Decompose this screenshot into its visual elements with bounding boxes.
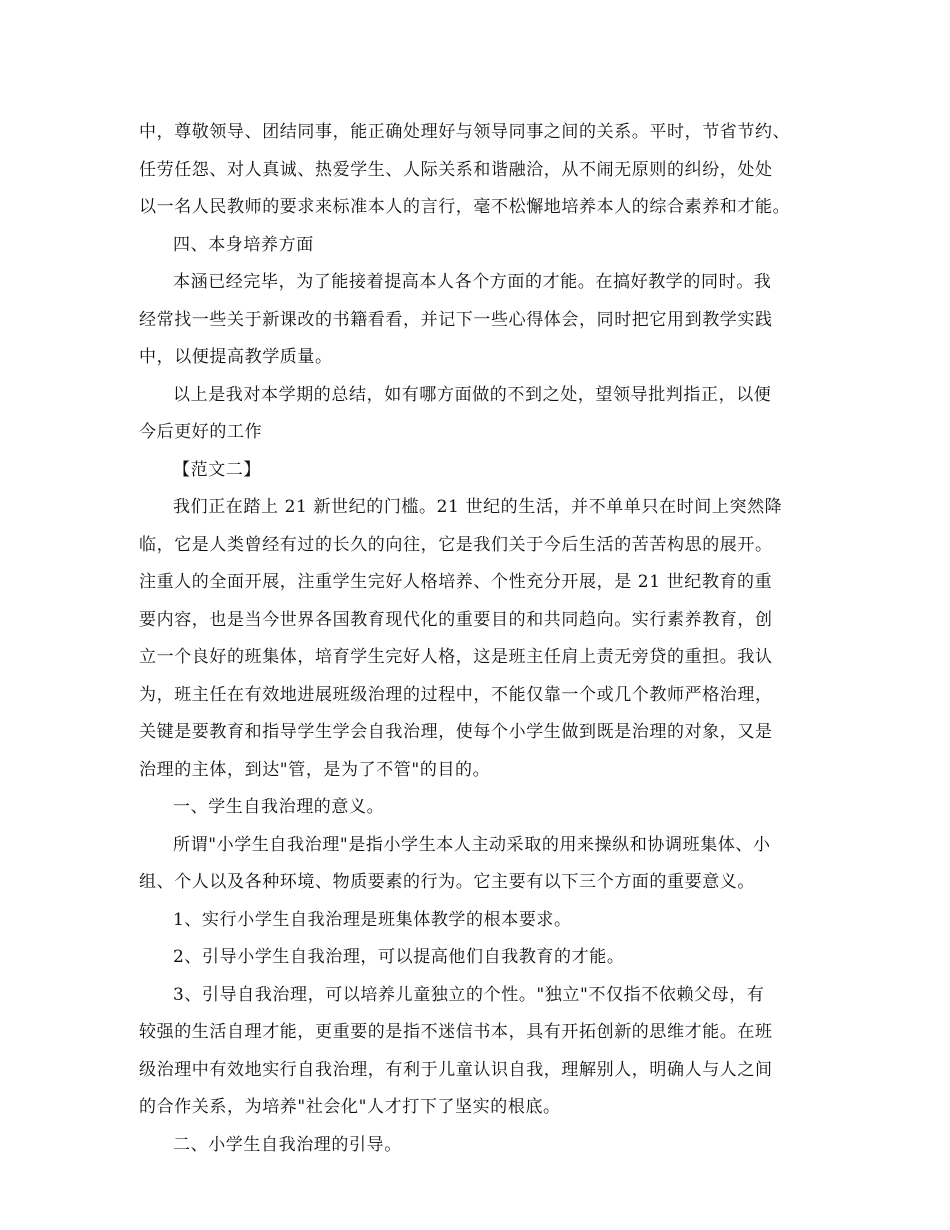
text-line: 为，班主任在有效地进展班级治理的过程中，不能仅靠一个或几个教师严格治理， — [139, 684, 773, 705]
text-line: 3、引导自我治理，可以培养儿童独立的个性。"独立"不仅指不依赖父母，有 — [173, 984, 765, 1005]
text-line: 本涵已经完毕，为了能接着提高本人各个方面的才能。在搞好教学的同时。我 — [173, 272, 772, 292]
text-line: 临，它是人类曾经有过的长久的向往，它是我们关于今后生活的苦苦构思的展开。 — [139, 534, 773, 555]
text-line: 的合作关系，为培养"社会化"人才打下了坚实的根底。 — [139, 1097, 561, 1117]
text-line: 所谓"小学生自我治理"是指小学生本人主动采取的用来操纵和协调班集体、小 — [173, 834, 771, 855]
text-line: 以一名人民教师的要求来标准本人的言行，毫不松懈地培养本人的综合素养和才能。 — [139, 197, 791, 217]
text-line: 组、个人以及各种环境、物质要素的行为。它主要有以下三个方面的重要意义。 — [139, 872, 755, 892]
text-line: 中，以便提高教学质量。 — [139, 347, 333, 367]
text-line: 注重人的全面开展，注重学生完好人格培养、个性充分开展，是 21 世纪教育的重 — [139, 572, 773, 592]
text-line: 二、小学生自我治理的引导。 — [173, 1134, 402, 1155]
text-line: 2、引导小学生自我治理，可以提高他们自我教育的才能。 — [173, 947, 625, 967]
text-line: 较强的生活自理才能，更重要的是指不迷信书本，具有开拓创新的思维才能。在班 — [139, 1022, 773, 1042]
text-line: 中，尊敬领导、团结同事，能正确处理好与领导同事之间的关系。平时，节省节约、 — [139, 122, 791, 142]
text-line: 四、本身培养方面 — [173, 234, 314, 255]
text-line: 级治理中有效地实行自我治理，有利于儿童认识自我，理解别人，明确人与人之间 — [139, 1059, 773, 1080]
text-line: 经常找一些关于新课改的书籍看看，并记下一些心得体会，同时把它用到教学实践 — [139, 309, 773, 330]
text-line: 立一个良好的班集体，培育学生完好人格，这是班主任肩上责无旁贷的重担。我认 — [139, 647, 773, 667]
text-line: 以上是我对本学期的总结，如有哪方面做的不到之处，望领导批判指正，以便 — [173, 384, 772, 405]
text-line: 关键是要教育和指导学生学会自我治理，使每个小学生做到既是治理的对象，又是 — [139, 722, 773, 742]
text-line: 1、实行小学生自我治理是班集体教学的根本要求。 — [173, 909, 572, 930]
document-body — [139, 114, 829, 1164]
text-line: 今后更好的工作 — [139, 422, 263, 442]
text-line: 【范文二】 — [173, 459, 261, 480]
text-line: 治理的主体，到达"管，是为了不管"的目的。 — [139, 759, 491, 780]
text-line: 一、学生自我治理的意义。 — [173, 797, 385, 817]
text-line: 要内容，也是当今世界各国教育现代化的重要目的和共同趋向。实行素养教育，创 — [139, 609, 773, 630]
text-line: 任劳任怨、对人真诚、热爱学生、人际关系和谐融洽，从不闹无原则的纠纷，处处 — [139, 159, 773, 180]
text-line: 我们正在踏上 21 新世纪的门槛。21 世纪的生活，并不单单只在时间上突然降 — [173, 497, 783, 517]
